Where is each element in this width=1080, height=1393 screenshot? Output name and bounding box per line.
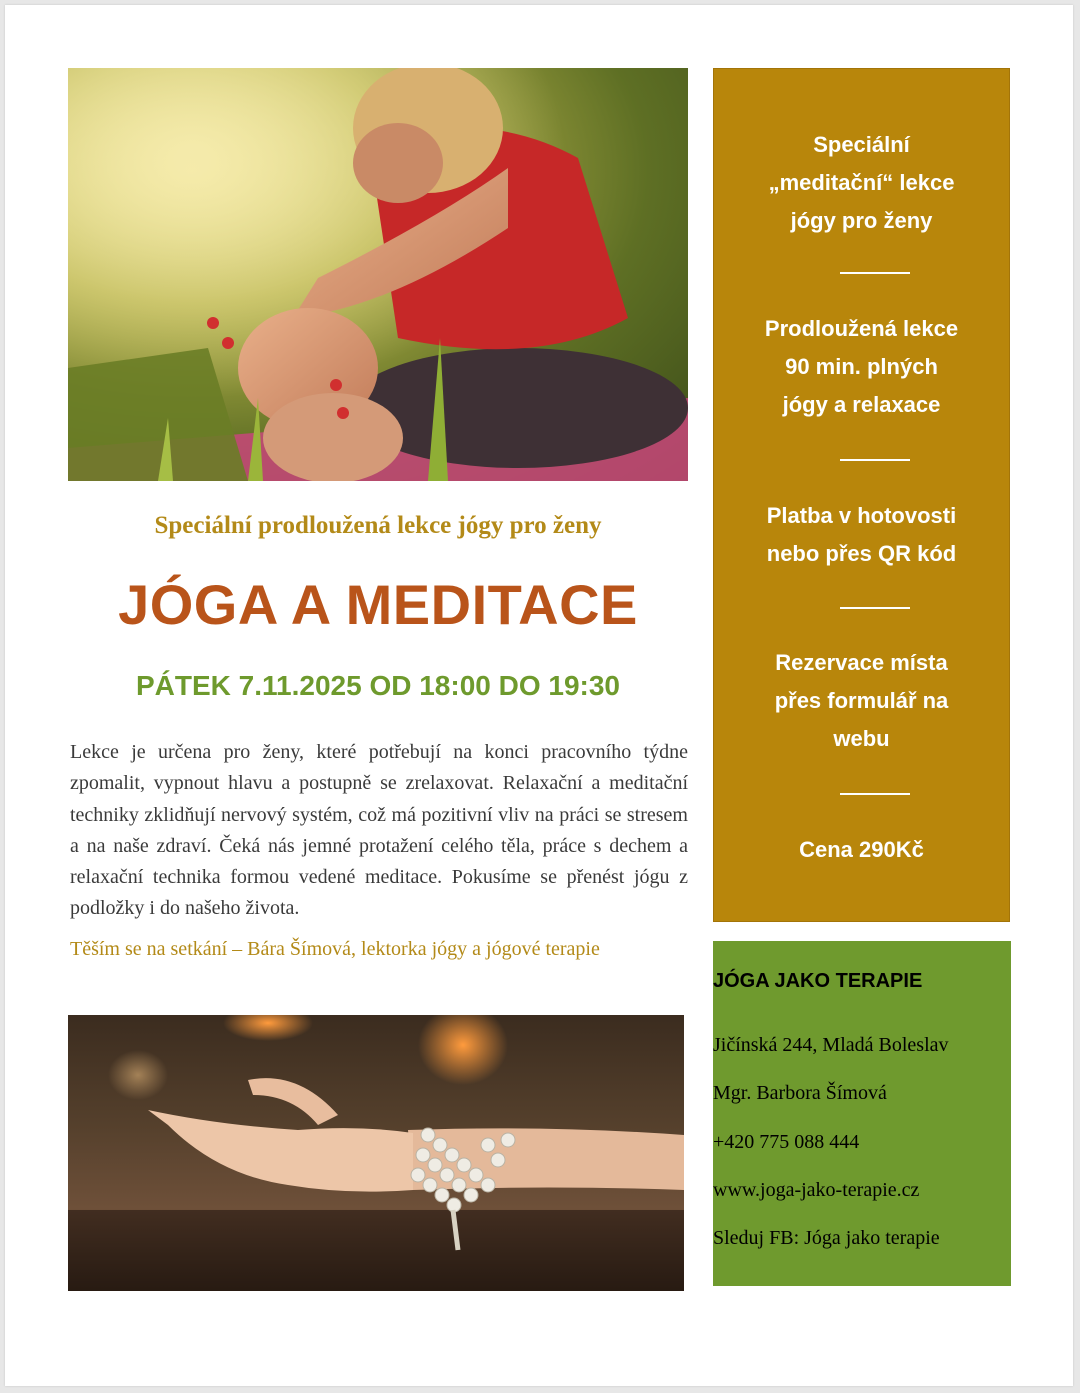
sidebar-line: Speciální — [813, 132, 910, 157]
sidebar-block-price — [714, 831, 1009, 869]
sidebar-block-duration — [714, 310, 1009, 424]
contact-title: JÓGA JAKO TERAPIE — [713, 970, 923, 992]
event-date: PÁTEK 7.11.2025 OD 18:00 DO 19:30 — [135, 670, 621, 701]
sidebar-block-reservation — [714, 644, 1009, 758]
price-label: Cena 290Kč — [799, 837, 924, 862]
contact-name: Mgr. Barbora Šímová — [713, 1082, 887, 1104]
sidebar-line: webu — [833, 726, 890, 751]
sidebar-line: přes formulář na — [774, 688, 949, 713]
contact-website: www.joga-jako-terapie.cz — [713, 1179, 920, 1201]
info-sidebar — [713, 68, 1010, 922]
photo-meditation-hand — [68, 1015, 684, 1291]
sidebar-divider — [840, 793, 910, 795]
sidebar-block-special — [714, 126, 1009, 240]
event-title: JÓGA A MEDITACE — [118, 573, 638, 636]
sidebar-line: 90 min. plných — [785, 354, 938, 379]
sidebar-line: Platba v hotovosti — [766, 503, 957, 528]
sidebar-divider — [840, 459, 910, 461]
sidebar-block-payment — [714, 497, 1009, 573]
signoff-text: Těším se na setkání – Bára Šímová, lektorka jógy a jógové terapie — [70, 938, 600, 960]
sidebar-line: Prodloužená lekce — [764, 316, 959, 341]
event-description: Lekce je určena pro ženy, které potřebují na konci pracovního týdne zpomalit, vypnout hlavu a postupně se zrelaxovat. Relaxační a meditační techniky zklidňují nervový systém, což má pozitivní vliv na práci se stresem a na naše zdraví. Čeká nás jemné protažení celého těla, práce s dechem a relaxační technika formou vedené meditace. Pokusíme se přenést jógu z podložky i do našeho života. — [70, 741, 688, 920]
sidebar-divider — [840, 272, 910, 274]
photo-yoga-stretch — [68, 68, 688, 481]
sidebar-line: jógy a relaxace — [782, 392, 941, 417]
sidebar-divider — [840, 607, 910, 609]
contact-address: Jičínská 244, Mladá Boleslav — [713, 1034, 949, 1056]
sidebar-line: Rezervace místa — [775, 650, 948, 675]
event-subtitle: Speciální prodloužená lekce jógy pro ženy — [154, 512, 602, 539]
contact-facebook: Sleduj FB: Jóga jako terapie — [713, 1227, 940, 1249]
sidebar-line: „meditační“ lekce — [768, 170, 955, 195]
sidebar-line: nebo přes QR kód — [766, 541, 957, 566]
contact-phone: +420 775 088 444 — [713, 1131, 860, 1153]
sidebar-line: jógy pro ženy — [790, 208, 933, 233]
